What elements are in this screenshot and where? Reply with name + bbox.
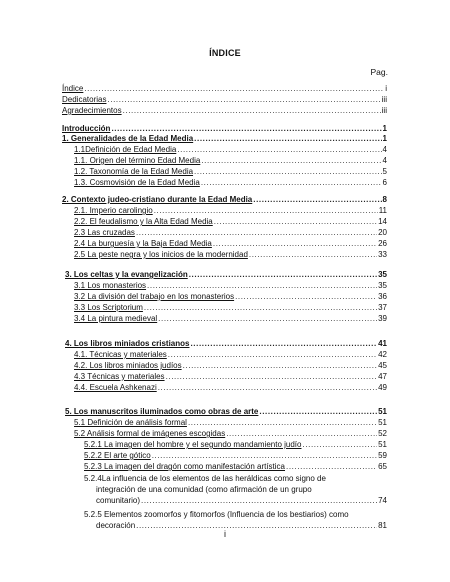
footer-page-number: i — [224, 529, 226, 539]
toc-entry-4-4[interactable]: 4.4. Escuela Ashkenazi ..... 49 — [74, 383, 387, 393]
toc-chapter-1[interactable]: 1. Generalidades de la Edad Media ..... 1 — [62, 134, 387, 144]
toc-entry-1-2[interactable]: 1.2. Taxonomía de la Edad Media ..... 5 — [74, 167, 387, 177]
toc-entry-5-2-1[interactable]: 5.2.1 La imagen del hombre y el segundo mandamiento judío ..... 51 — [84, 440, 387, 450]
toc-entry-1-3[interactable]: 1.3. Cosmovisión de la Edad Media ..... 6 — [74, 178, 387, 188]
toc-entry-1-1b[interactable]: 1.1. Origen del término Edad Media ..... 4 — [74, 156, 387, 166]
toc-chapter-5[interactable]: 5. Los manuscritos iluminados como obras de arte ..... 51 — [65, 407, 387, 417]
toc-entry-dedicatorias[interactable]: Dedicatorias ..... iii — [62, 95, 387, 105]
toc-chapter-2[interactable]: 2. Contexto judeo-cristiano durante la Edad Media ..... 8 — [62, 195, 387, 205]
toc-entry-3-3[interactable]: 3.3 Los Scriptorium ..... 37 — [74, 303, 387, 313]
toc-entry-2-4[interactable]: 2.4 La burguesía y la Baja Edad Media ..... 26 — [74, 239, 387, 249]
toc-entry-2-1[interactable]: 2.1. Imperio carolingio ..... 11 — [74, 206, 387, 216]
toc-entry-5-2-4[interactable]: 5.2.4La influencia de los elementos de las heráldicas como signo de integración de una comunidad (como afirmación de un grupo comunitario) ..... 74 — [84, 473, 387, 506]
toc-entry-3-1[interactable]: 3.1 Los monasterios ..... 35 — [74, 281, 387, 291]
toc-entry-3-2[interactable]: 3.2 La división del trabajo en los monasterios ..... 36 — [74, 292, 387, 302]
toc-entry-5-2-3[interactable]: 5.2.3 La imagen del dragón como manifestación artística ..... 65 — [84, 462, 387, 472]
toc-entry-2-3[interactable]: 2.3 Las cruzadas ..... 20 — [74, 228, 387, 238]
toc-entry-4-3[interactable]: 4.3 Técnicas y materiales ..... 47 — [74, 372, 387, 382]
toc-entry-3-4[interactable]: 3.4 La pintura medieval ..... 39 — [74, 314, 387, 324]
toc-entry-2-2[interactable]: 2.2. El feudalismo y la Alta Edad Media ..... 14 — [74, 217, 387, 227]
toc-entry-1-1a[interactable]: 1.1Definición de Edad Media ..... 4 — [74, 145, 387, 155]
toc-entry-indice[interactable]: Índice ..... i — [62, 84, 387, 94]
toc-chapter-3[interactable]: 3. Los celtas y la evangelización ..... 35 — [65, 270, 387, 280]
page-column-header: Pag. — [370, 67, 388, 77]
index-title: ÍNDICE — [209, 48, 241, 58]
toc-entry-5-2-5[interactable]: 5.2.5 Elementos zoomorfos y fitomorfos (Influencia de los bestiarios) como decoración ..... 81 — [84, 509, 387, 531]
toc-entry-4-2[interactable]: 4.2. Los libros miniados judíos ..... 45 — [74, 361, 387, 371]
toc-entry-5-1[interactable]: 5.1 Definición de análisis formal ..... 51 — [74, 418, 387, 428]
toc-chapter-4[interactable]: 4. Los libros miniados cristianos ..... 41 — [65, 339, 387, 349]
toc-entry-agradecimientos[interactable]: Agradecimientos ..... iii — [62, 106, 387, 116]
toc-entry-4-1[interactable]: 4.1. Técnicas y materiales ..... 42 — [74, 350, 387, 360]
toc-entry-2-5[interactable]: 2.5 La peste negra y los inicios de la modernidad ..... 33 — [74, 250, 387, 260]
toc-entry-5-2-2[interactable]: 5.2.2 El arte gótico ..... 59 — [84, 451, 387, 461]
toc-entry-5-2[interactable]: 5.2 Análisis formal de imágenes escogidas ..... 52 — [74, 429, 387, 439]
toc-entry-introduccion[interactable]: Introducción ..... 1 — [62, 124, 387, 134]
